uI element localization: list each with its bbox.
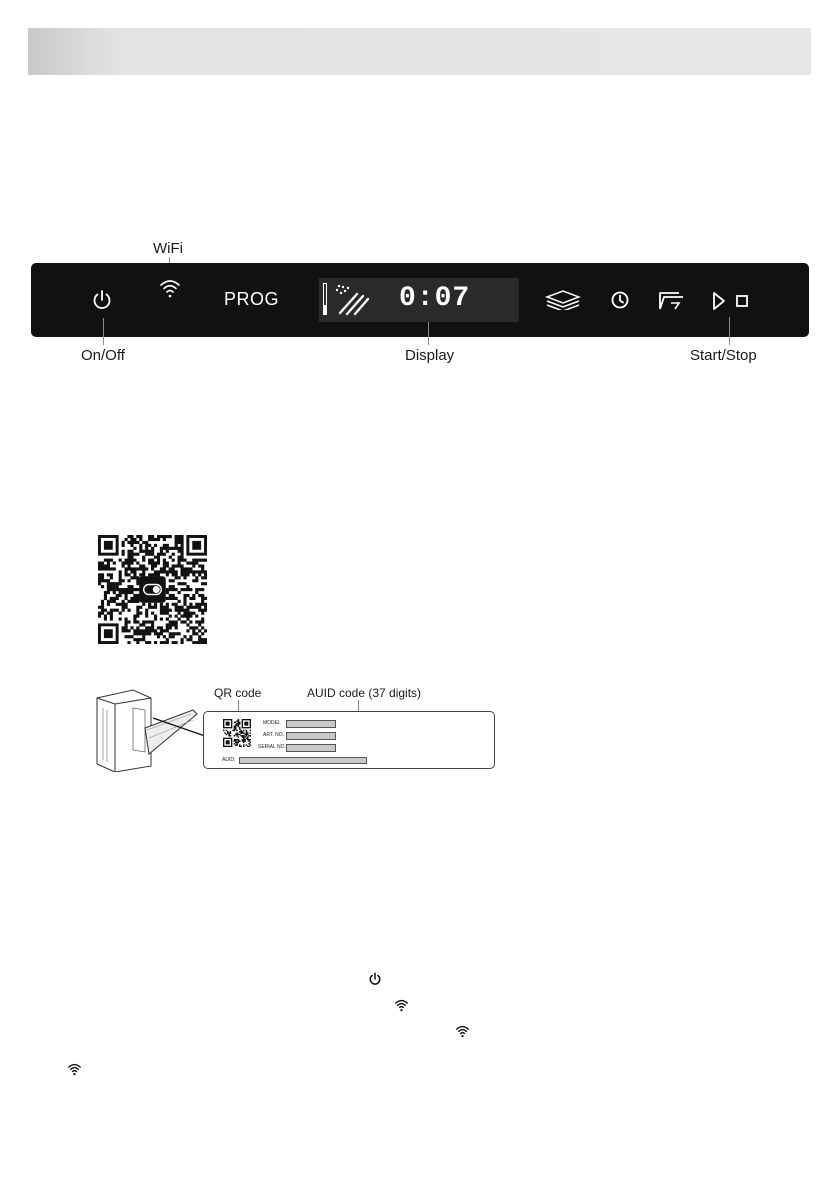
layers-icon (545, 290, 581, 310)
qr-code-label: QR code (214, 686, 262, 700)
art-field-label: ART. NO. (263, 732, 285, 738)
inline-wifi-icon (67, 1062, 82, 1081)
art-field (286, 732, 336, 740)
qr-code[interactable] (98, 535, 207, 644)
auid-code-label: AUID code (37 digits) (307, 686, 422, 700)
startstop-callout-line (729, 317, 730, 345)
serial-field (286, 744, 336, 752)
auid-field (239, 757, 367, 764)
delay-start-button[interactable] (610, 290, 630, 310)
half-load-icon (657, 289, 685, 311)
extra-option-button[interactable] (545, 290, 581, 310)
inline-wifi-icon (455, 1024, 470, 1043)
display-label: Display (405, 347, 455, 364)
stop-icon (737, 296, 747, 306)
play-icon (714, 293, 724, 309)
half-load-button[interactable] (657, 289, 685, 311)
wifi-icon (159, 277, 181, 299)
display-callout-line (428, 322, 429, 345)
clock-icon (610, 290, 630, 310)
model-field (286, 720, 336, 728)
serial-field-label: SERIAL NO. (258, 744, 286, 750)
start-stop-button[interactable] (712, 291, 752, 311)
spray-indicator (333, 283, 371, 317)
wifi-indicator (159, 277, 181, 299)
power-button[interactable] (91, 289, 113, 311)
app-logo-icon (139, 576, 166, 603)
time-readout: 0:07 (399, 283, 471, 314)
header-bar (28, 28, 811, 75)
onoff-label: On/Off (81, 347, 125, 364)
prog-button[interactable]: PROG (224, 289, 280, 309)
rating-label-qr (223, 719, 251, 752)
dishwasher-drawing (93, 688, 208, 777)
onoff-callout-line (103, 318, 104, 345)
inline-wifi-icon (394, 998, 409, 1017)
inline-power-icon (368, 972, 382, 991)
power-icon (91, 289, 113, 311)
model-field-label: MODEL (263, 720, 281, 726)
auid-field-label: AUID: (222, 757, 236, 763)
spray-icon (333, 283, 371, 317)
wifi-label: WiFi (153, 240, 183, 257)
level-bar-icon (323, 283, 327, 315)
startstop-label: Start/Stop (690, 347, 757, 364)
